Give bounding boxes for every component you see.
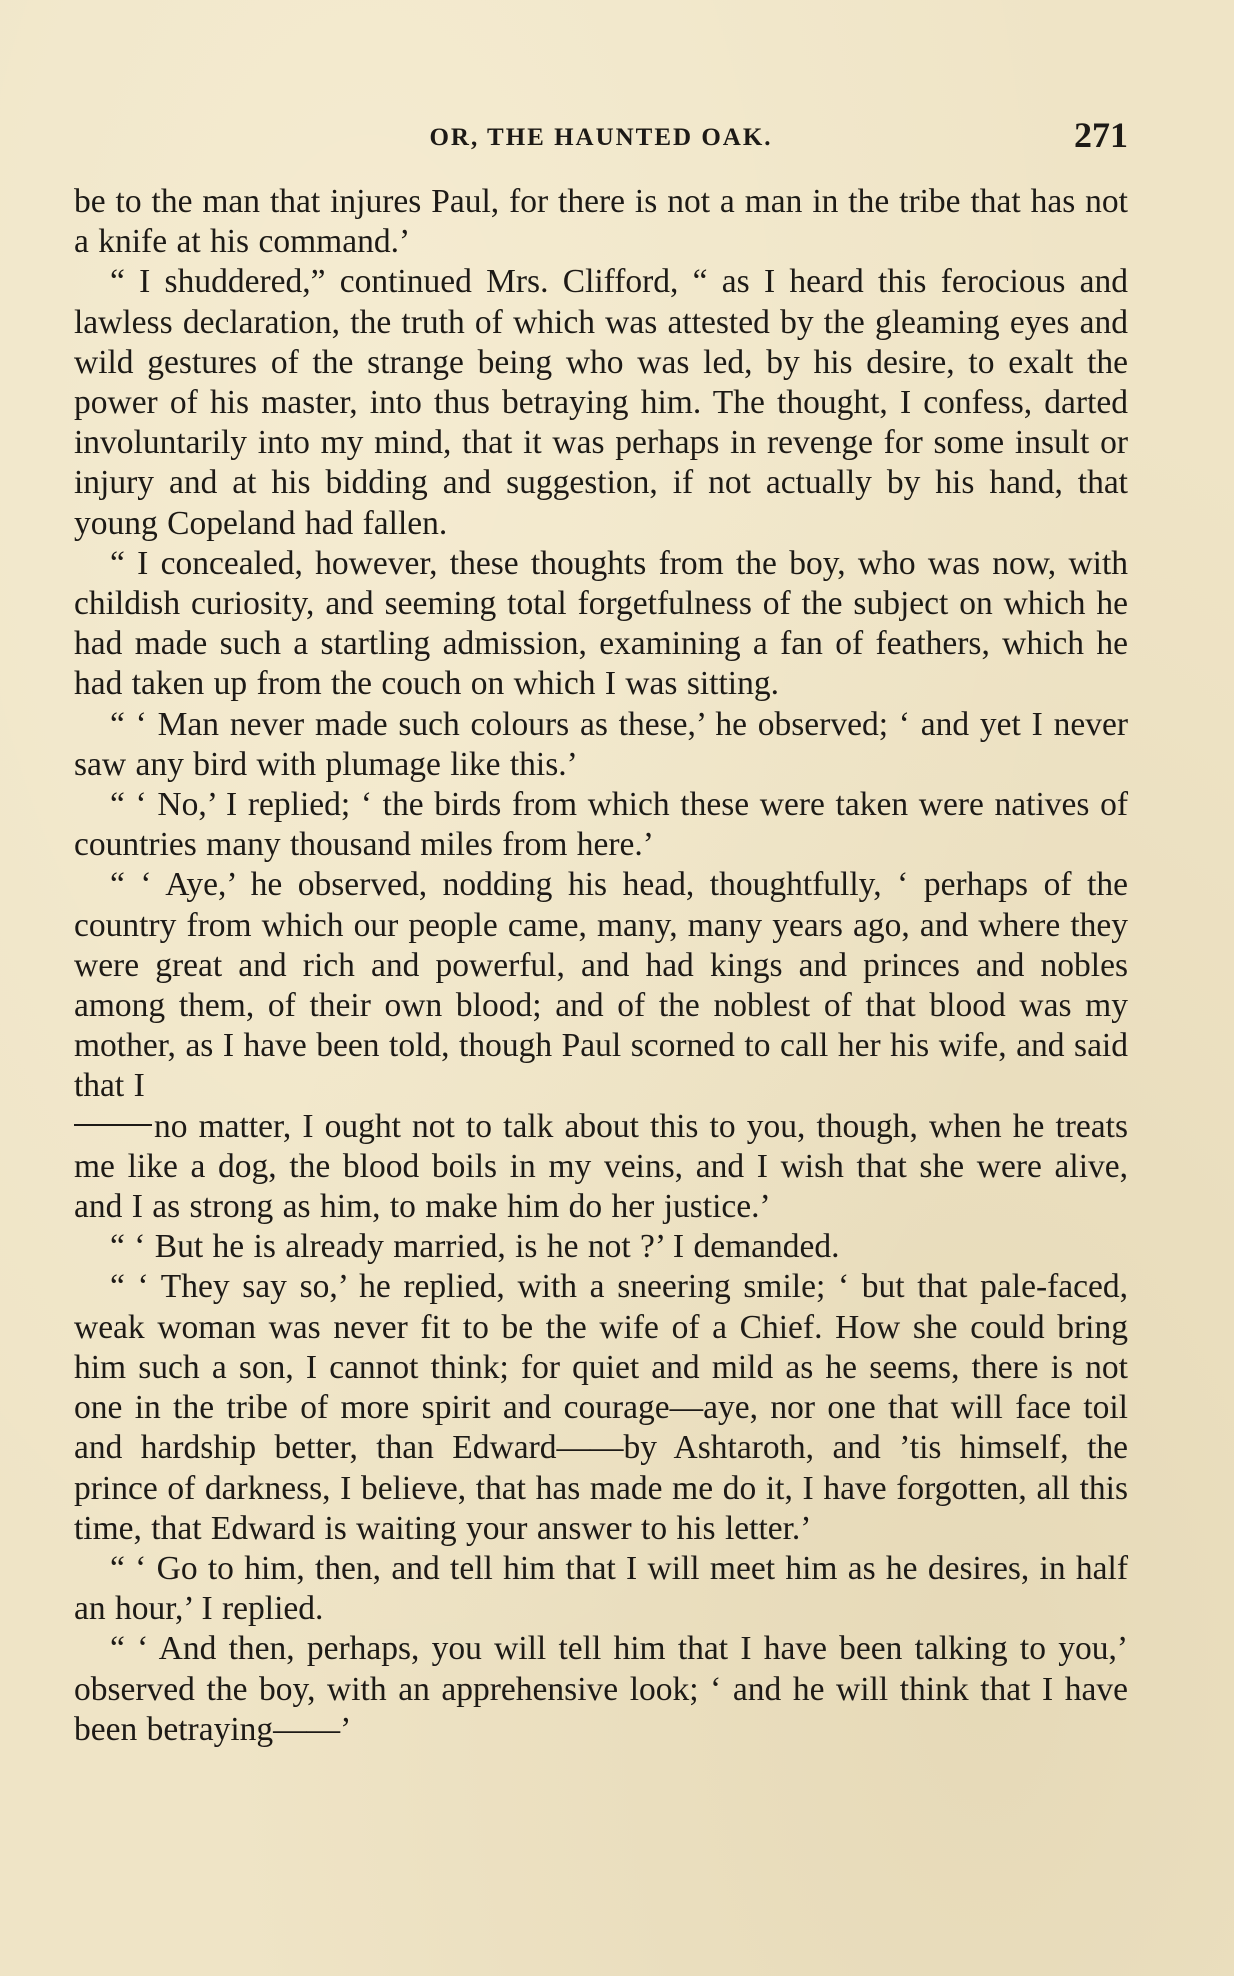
page-number: 271 (1074, 115, 1128, 155)
paragraph: “ I shuddered,” continued Mrs. Clifford, “ as I heard this ferocious and lawless declaration, the truth of which was attested by the gleaming eyes and wild gestures of the strange being who was led, by his desire, to exalt the power of his master, into thus betraying him. The thought, I confess, darted involuntarily into my mind, that it was perhaps in revenge for some insult or injury and at his bidding and suggestion, if not actually by his hand, that young Copeland had fallen. (74, 263, 1128, 542)
paragraph: “ ‘ But he is already married, is he not ?’ I demanded. (110, 1228, 840, 1266)
paragraph: “ ‘ Aye,’ he observed, nodding his head, thoughtfully, ‘ perhaps of the country from which our people came, many, many years ago, and where they were great and rich and powerful, and had kings and princes and nobles among them, of their own blood; and of the noblest of that blood was my mother, as I have been told, though Paul scorned to call her his wife, and said that I (74, 866, 1128, 1105)
em-dash-rule (74, 1124, 152, 1126)
paragraph: “ ‘ They say so,’ he replied, with a sneering smile; ‘ but that pale-faced, weak woman was never fit to be the wife of a Chief. How she could bring him such a son, I cannot think; for quiet and mild as he seems, there is not one in the tribe of more spirit and courage—aye, nor one that will face toil and hardship better, than Edward——by Ashtaroth, and ’tis himself, the prince of darkness, I believe, that has made me do it, I have forgotten, all this time, that Edward is waiting your answer to his letter.’ (74, 1268, 1128, 1547)
paragraph: “ ‘ Go to him, then, and tell him that I will meet him as he desires, in half an hour,’ I replied. (74, 1549, 1128, 1628)
paragraph: “ ‘ No,’ I replied; ‘ the birds from which these were taken were natives of countries many thousand miles from here.’ (74, 786, 1128, 864)
page-header (74, 110, 1128, 160)
paragraph: be to the man that injures Paul, for there is not a man in the tribe that has not a knife at his command.’ (74, 183, 1128, 261)
paragraph: “ ‘ Man never made such colours as these,’ he observed; ‘ and yet I never saw any bird with plumage like this.’ (74, 705, 1128, 783)
body-text (74, 182, 1128, 1750)
running-head: OR, THE HAUNTED OAK. (429, 124, 773, 151)
paragraph: no matter, I ought not to talk about this to you, though, when he treats me like a dog, the blood boils in my veins, and I wish that she were alive, and I as strong as him, to make him do her justice.’ (74, 1107, 1128, 1226)
paragraph: “ ‘ And then, perhaps, you will tell him that I have been talking to you,’ observed the boy, with an apprehensive look; ‘ and he will think that I have been betraying——’ (74, 1630, 1128, 1748)
paragraph: “ I concealed, however, these thoughts from the boy, who was now, with childish curiosity, and seeming total forgetfulness of the subject on which he had made such a startling admission, examining a fan of feathers, which he had taken up from the couch on which I was sitting. (74, 544, 1128, 703)
